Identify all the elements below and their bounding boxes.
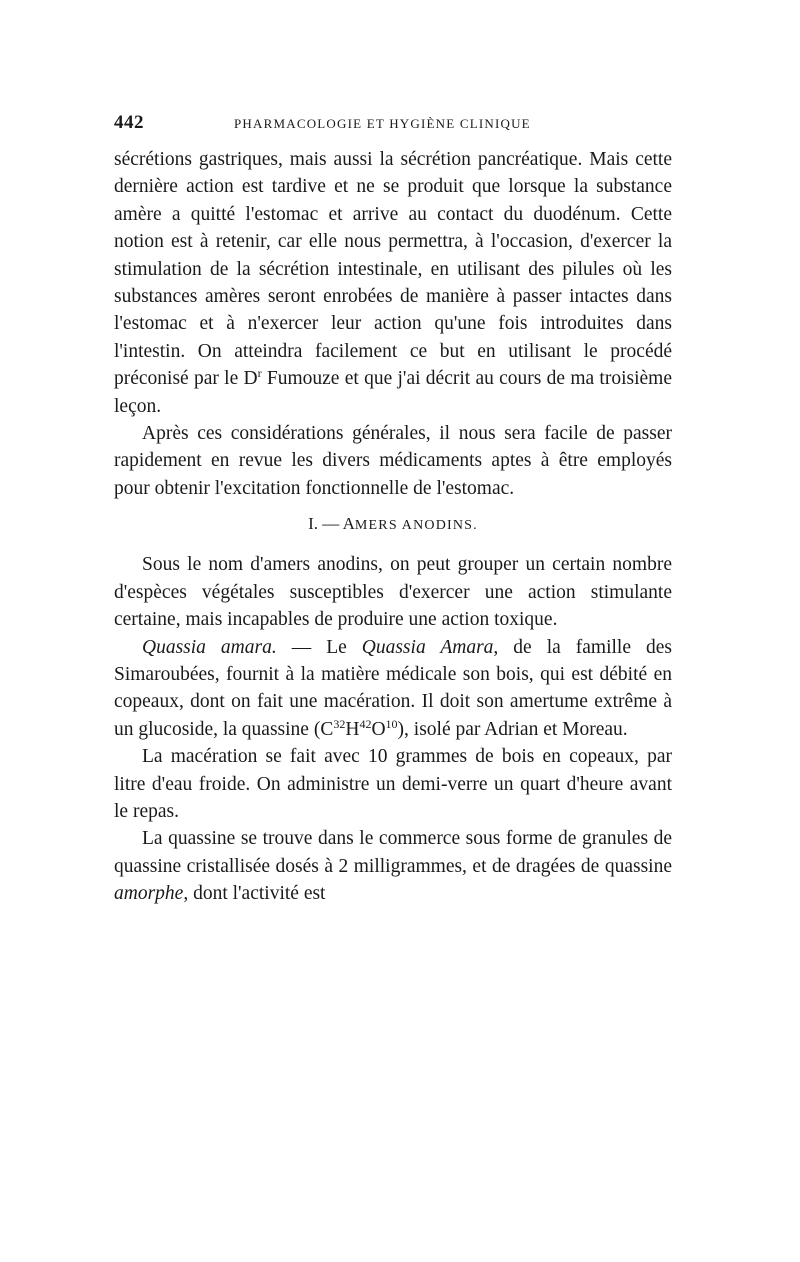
- page-number: 442: [114, 112, 144, 133]
- paragraph-text: sécrétions gastriques, mais aussi la sécrétion pancréatique. Mais cette dernière action est tardive et ne se produit que lorsque la substance amère a quitté l'estomac et arrive au contact du duodénum. Cette notion est à retenir, car elle nous permettra, à l'occasion, d'exercer la stimulation de la sécrétion intestinale, en utilisant des pilules où les substances amères seront enrobées de manière à passer intactes dans l'estomac et à n'exercer leur action qu'une fois introduites dans l'intestin. On atteindra facilement ce but en utilisant le procédé préconisé par le D: [114, 149, 672, 390]
- entry-label: Quassia amara.: [142, 636, 277, 658]
- superscript: r: [257, 366, 262, 381]
- section-number: I. —: [308, 514, 343, 534]
- paragraph-maceration: La macération se fait avec 10 grammes de bois en copeaux, par litre d'eau froide. On administre un demi-verre un quart d'heure avant le repas.: [114, 746, 672, 822]
- paragraph-text: , de la famille des Simaroubées, fournit à la matière médicale son bois, qui est débité en copeaux, dont on fait une macération. Il doit son amertume extrême à un glucoside, la quassine (C: [114, 636, 672, 740]
- paragraph-text: , dont l'activité est: [183, 883, 326, 905]
- formula-element: O: [371, 718, 386, 740]
- paragraph-gastric-secretions: [114, 146, 672, 420]
- section-heading: [114, 510, 672, 539]
- paragraph-transition: Après ces considérations générales, il nous sera facile de passer rapidement en revue les divers médicaments aptes à être employés pour obtenir l'excitation fonctionnelle de l'estomac.: [114, 423, 672, 499]
- superscript: 10: [385, 716, 398, 731]
- paragraph-text: Fumouze et que j'ai décrit au cours de ma troisième leçon.: [114, 368, 672, 417]
- superscript: 32: [333, 716, 346, 731]
- emphasis: amorphe: [114, 883, 184, 905]
- paragraph-text: — Le: [276, 636, 362, 658]
- paragraph-quassine: [114, 825, 672, 907]
- formula-element: H: [345, 718, 360, 740]
- paragraph-text: ), isolé par Adrian et Moreau.: [397, 718, 628, 740]
- section-title: MERS ANODINS.: [354, 518, 478, 534]
- running-head: PHARMACOLOGIE ET HYGIÈNE CLINIQUE: [234, 116, 531, 131]
- book-page: [114, 112, 672, 908]
- superscript: 42: [359, 716, 372, 731]
- paragraph-quassia: [114, 634, 672, 744]
- page-header: [114, 112, 672, 146]
- species-name: Quassia Amara: [361, 636, 494, 658]
- paragraph-amers-anodins: Sous le nom d'amers anodins, on peut grouper un certain nombre d'espèces végétales susceptibles d'exercer une action stimulante certaine, mais incapables de produire une action toxique.: [114, 554, 672, 631]
- paragraph-text: La quassine se trouve dans le commerce sous forme de granules de quassine cristallisée dosés à 2 milligrammes, et de dragées de quassine: [114, 828, 672, 877]
- section-title-initial: A: [342, 514, 355, 534]
